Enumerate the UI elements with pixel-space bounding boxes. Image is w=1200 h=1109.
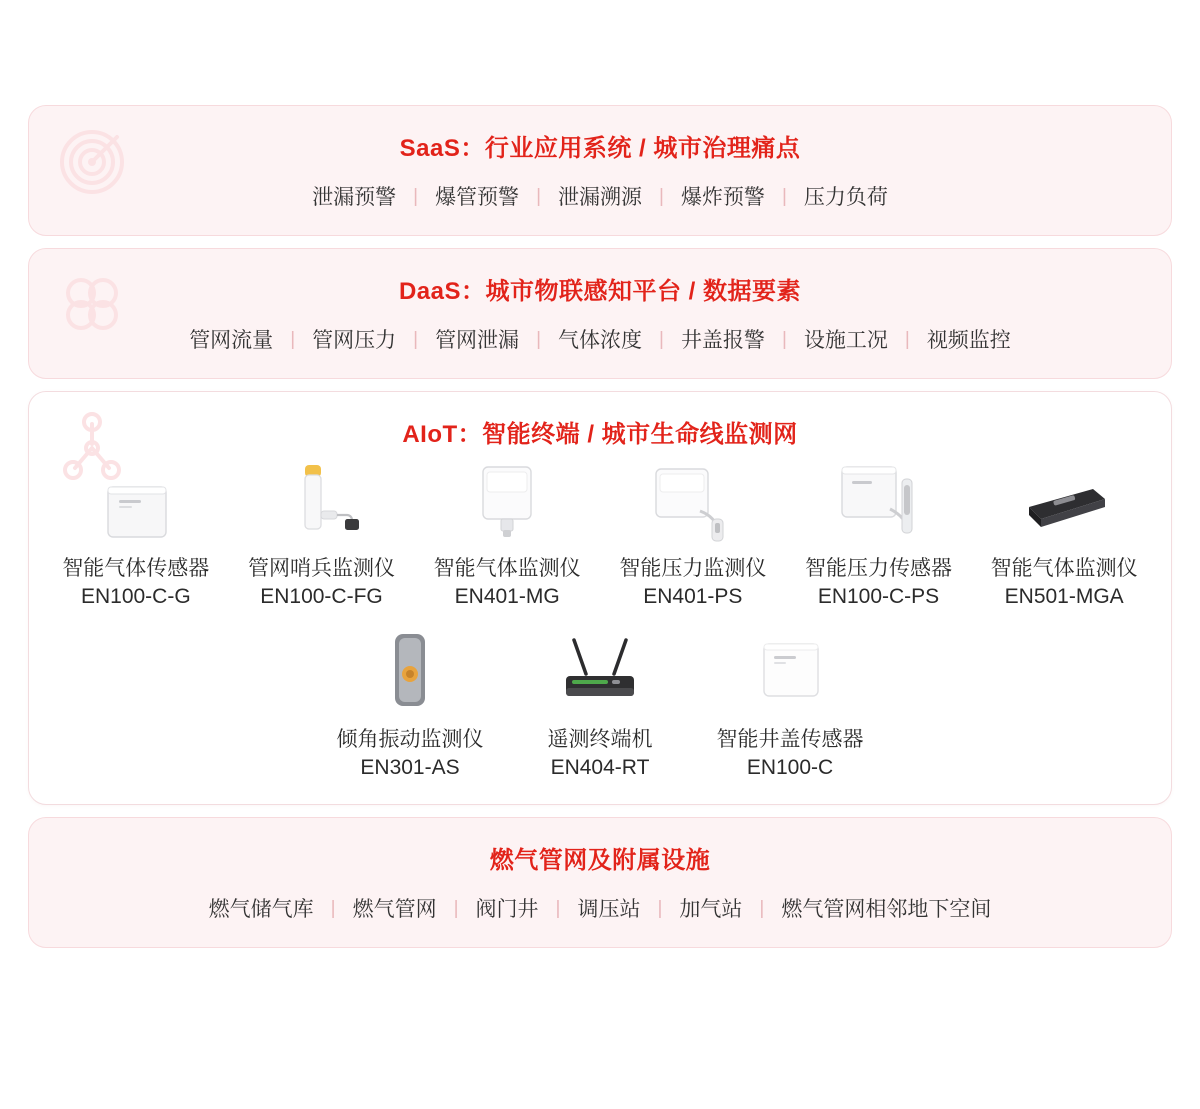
divider: | [290,328,296,350]
daas-layer-card [28,248,1172,379]
device-card[interactable] [695,630,885,783]
pipeline-item[interactable]: 燃气储气库 [208,898,314,922]
divider: | [904,328,910,350]
aiot-device-row-2 [43,630,1157,783]
saas-title [29,106,1171,167]
daas-item[interactable]: 井盖报警 [680,329,765,352]
saas-item[interactable]: 泄漏溯源 [558,186,642,209]
saas-item[interactable]: 爆炸预警 [680,186,765,209]
tilt-vibration-device [315,630,505,718]
device-name: 智能气体监测仪 [433,557,581,580]
saas-item[interactable]: 泄漏预警 [312,186,397,209]
device-card[interactable] [229,459,415,612]
daas-item[interactable]: 气体浓度 [558,329,642,352]
device-name: 倾角振动监测仪 [336,727,484,751]
saas-prefix: SaaS： [399,135,485,162]
device-name: 智能气体传感器 [62,557,210,580]
pipeline-item[interactable]: 阀门井 [475,898,539,922]
divider: | [781,185,787,207]
device-card[interactable] [786,459,972,612]
device-model: EN401-MG [454,585,560,609]
divider: | [781,328,787,350]
device-name: 管网哨兵监测仪 [247,557,395,580]
aiot-layer-card [28,391,1172,805]
pipeline-item[interactable]: 燃气管网 [352,898,437,922]
divider: | [657,897,663,919]
pressure-sensor-device [786,459,972,547]
device-card[interactable] [971,459,1157,612]
divider: | [330,897,336,919]
aiot-title-text: 智能终端 / 城市生命线监测网 [482,421,798,448]
manhole-sensor-device [695,630,885,718]
daas-item[interactable]: 管网流量 [189,329,274,352]
aiot-device-row-1 [43,459,1157,612]
divider: | [453,897,459,919]
daas-title-text: 城市物联感知平台 / 数据要素 [485,278,802,305]
device-model: EN401-PS [643,585,743,609]
pipeline-title: 燃气管网及附属设施 [489,847,711,875]
daas-prefix: DaaS： [398,278,486,305]
daas-item[interactable]: 视频监控 [926,329,1011,352]
aiot-title [29,392,1171,453]
pipeline-layer-card [28,817,1172,948]
pipeline-item-row [29,879,1171,947]
device-card[interactable] [600,459,786,612]
device-name: 遥测终端机 [547,727,653,751]
divider: | [555,897,561,919]
device-model: EN100-C [746,756,834,780]
pipeline-item[interactable]: 调压站 [577,898,641,922]
daas-item-row [29,310,1171,378]
gas-monitor-device [414,459,600,547]
device-card[interactable] [505,630,695,783]
daas-item[interactable]: 管网压力 [312,329,397,352]
device-model: EN100-C-G [80,585,191,609]
device-model: EN501-MGA [1004,585,1124,609]
device-card[interactable] [315,630,505,783]
device-name: 智能井盖传感器 [716,727,864,751]
pipeline-item[interactable]: 燃气管网相邻地下空间 [781,898,992,922]
divider: | [413,328,419,350]
device-card[interactable] [414,459,600,612]
divider: | [659,185,664,207]
device-card[interactable] [43,459,229,612]
daas-item[interactable]: 管网泄漏 [435,329,520,352]
divider: | [759,897,765,919]
divider: | [413,185,419,207]
device-model: EN301-AS [360,756,460,780]
device-name: 智能压力监测仪 [619,557,767,580]
saas-item[interactable]: 压力负荷 [803,186,888,209]
divider: | [536,185,541,207]
daas-title [29,249,1171,310]
device-model: EN404-RT [550,756,650,780]
saas-item-row [29,167,1171,235]
pressure-monitor-device [600,459,786,547]
saas-title-text: 行业应用系统 / 城市治理痛点 [484,135,801,162]
saas-item[interactable]: 爆管预警 [435,186,520,209]
aiot-device-grid [29,453,1171,804]
sentinel-monitor-device [229,459,415,547]
gas-monitor-black-device [971,459,1157,547]
aiot-prefix: AIoT： [402,421,483,448]
device-name: 智能气体监测仪 [990,557,1138,580]
divider: | [659,328,664,350]
device-name: 智能压力传感器 [805,557,952,580]
gas-sensor-device [43,459,229,547]
rtu-router-device [505,630,695,718]
divider: | [536,328,541,350]
device-model: EN100-C-PS [817,585,940,609]
pipeline-item[interactable]: 加气站 [679,898,743,922]
saas-layer-card [28,105,1172,236]
daas-item[interactable]: 设施工况 [803,329,888,352]
device-model: EN100-C-FG [260,585,383,609]
